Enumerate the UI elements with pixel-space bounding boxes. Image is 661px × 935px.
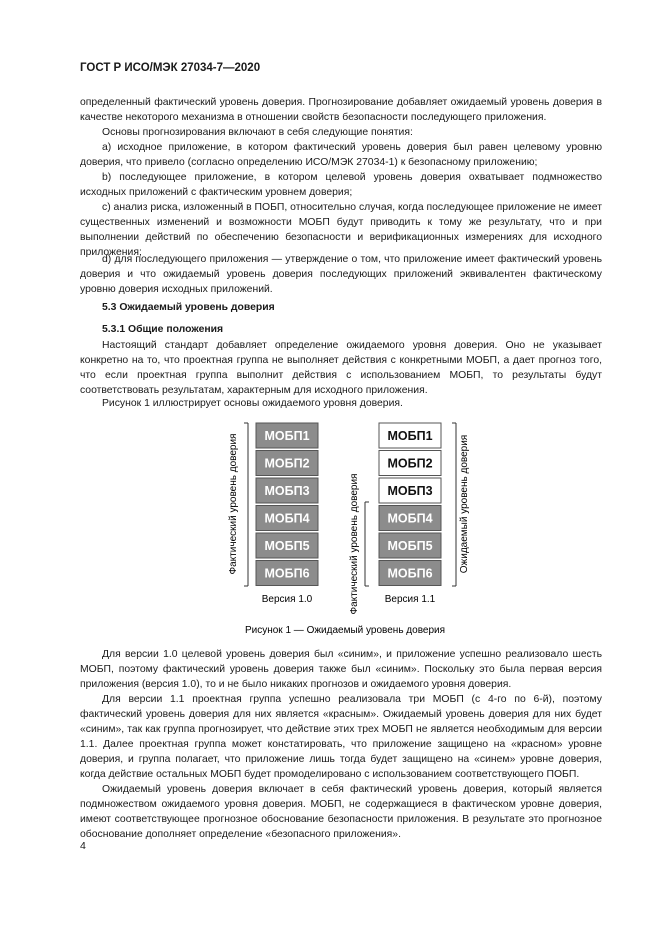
right-inner-axis-bracket: [365, 502, 369, 586]
version-label-left: Версия 1.0: [261, 594, 313, 605]
left-block-label-5: МОБП5: [264, 539, 310, 553]
right-block-label-5: МОБП5: [387, 539, 433, 553]
page-number: 4: [80, 840, 86, 852]
right-block-label-6: МОБП6: [387, 566, 433, 581]
paragraph: Настоящий стандарт добавляет определение ожидаемого уровня доверия. Оно не указывает конкретно на то, что проектная группа не выполняет действия с конкретными МОБП, а дает прогноз того, что если проектная группа выполнит действия с использованием МОБП, то результаты будут соответствовать результатам, характерным для исходного приложения.: [80, 340, 602, 396]
list-item-d: d) для последующего приложения — утверждение о том, что приложение имеет фактический уровень доверия и что ожидаемый уровень доверия последующих приложений эквивалентен фактическому уровню доверия исходных приложений.: [80, 254, 602, 295]
list-item-a: a) исходное приложение, в котором фактический уровень доверия был равен целевому уровню доверия, что привело (согласно определению ИСО/МЭК 27034-1) к безопасному приложению;: [80, 142, 602, 168]
right-block-label-3: МОБП3: [387, 484, 433, 498]
list-item-b: b) последующее приложение, в котором целевой уровень доверия охватывает подмножество исходных приложений с фактическим уровнем доверия;: [80, 172, 602, 198]
paragraph: Ожидаемый уровень доверия включает в себя фактический уровень доверия, который является подмножеством ожидаемого уровня доверия. МОБП, не содержащиеся в фактическом уровне доверия, имеют соответствующее прогнозное обоснование безопасности приложения. В результате это прогнозное обоснование дополняет определение «безопасного приложения».: [80, 784, 602, 840]
left-axis-bracket: [244, 423, 248, 586]
left-block-label-4: МОБП4: [264, 511, 310, 526]
subsection-heading: 5.3.1 Общие положения: [102, 324, 224, 335]
right-block-label-2: МОБП2: [387, 456, 433, 471]
left-block-label-6: МОБП6: [264, 566, 310, 581]
paragraph: Рисунок 1 иллюстрирует основы ожидаемого уровня доверия.: [102, 398, 403, 409]
left-axis-label: Фактический уровень доверия: [228, 433, 239, 575]
right-block-label-1: МОБП1: [387, 429, 433, 443]
version-label-right: Версия 1.1: [384, 594, 436, 605]
paragraph: Для версии 1.0 целевой уровень доверия был «синим», и приложение успешно реализовало шесть МОБП, поэтому фактический уровень доверия также был «синим». Поскольку это была первая версия приложения (версия 1.0), то и не было никаких прогнозов и ожидаемого уровня доверия.: [80, 649, 602, 690]
right-block-stack: [379, 423, 441, 586]
left-block-label-1: МОБП1: [264, 429, 310, 443]
left-block-stack: [256, 423, 318, 586]
document-header: ГОСТ Р ИСО/МЭК 27034-7—2020: [80, 62, 261, 74]
left-block-label-3: МОБП3: [264, 484, 310, 498]
right-outer-axis-bracket: [452, 423, 456, 586]
paragraph: определенный фактический уровень доверия. Прогнозирование добавляет ожидаемый уровень доверия в качестве некоторого механизма в отношении свойств безопасности последующего приложения.: [80, 97, 602, 123]
list-item-c: c) анализ риска, изложенный в ПОБП, относительно случая, когда последующее приложение не имеет существенных изменений и возможности МОБП будут приводить к тому же результату, что и при выполнении действий по обеспечению безопасности и верификационных измерениях для исходного приложения;: [80, 202, 602, 258]
paragraph: Основы прогнозирования включают в себя следующие понятия:: [102, 127, 413, 138]
figure-caption: Рисунок 1 — Ожидаемый уровень доверия: [244, 625, 446, 636]
right-outer-axis-label: Ожидаемый уровень доверия: [459, 434, 470, 574]
section-heading: 5.3 Ожидаемый уровень доверия: [102, 302, 275, 313]
right-block-label-4: МОБП4: [387, 511, 433, 526]
right-inner-axis-label: Фактический уровень доверия: [349, 473, 360, 615]
paragraph: Для версии 1.1 проектная группа успешно реализовала три МОБП (с 4-го по 6-й), поэтому фактический уровень доверия для них является «красным». Ожидаемый уровень доверия для них будет «синим», так как группа прогнозирует, что действие этих трех МОБП не является необходимым для версии 1.1. Далее проектная группа может констатировать, что приложение защищено на «красном» уровне доверия, и группа полагает, что приложение лишь тогда будет защищено на «синем» уровне доверия, когда действие остальных МОБП будет промоделировано с использованием соответствующего ПОБП.: [80, 694, 602, 780]
left-block-label-2: МОБП2: [264, 456, 310, 471]
